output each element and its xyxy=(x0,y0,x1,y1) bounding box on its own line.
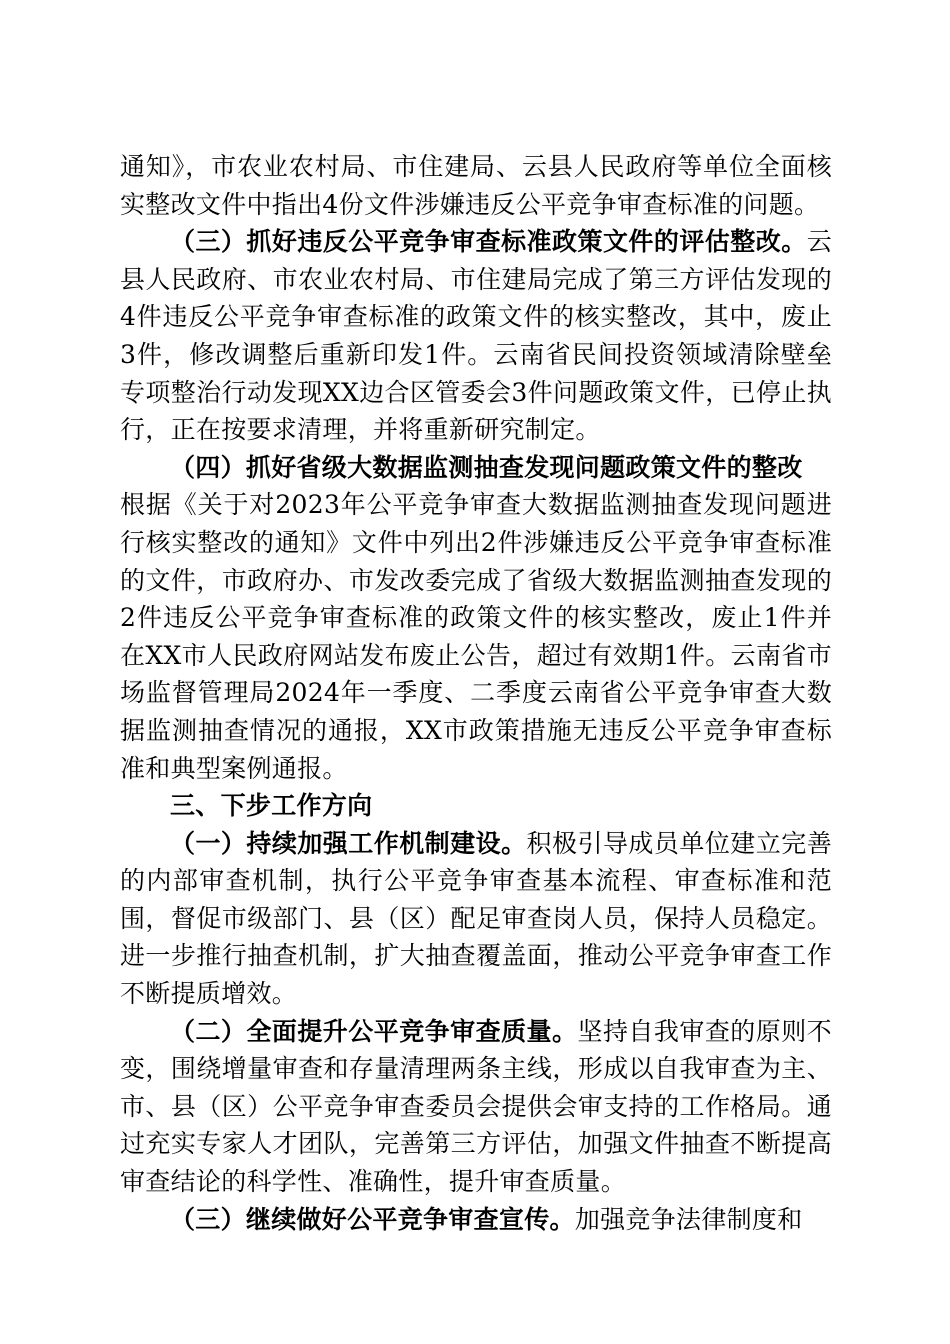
paragraph-lead: （三）继续做好公平竞争审查宣传。 xyxy=(170,1204,575,1234)
paragraph-lead: （四）抓好省级大数据监测抽查发现问题政策文件的整改 xyxy=(170,452,803,482)
paragraph-lead: （三）抓好违反公平竞争审查标准政策文件的评估整改。 xyxy=(170,227,807,257)
paragraph-lead: （二）全面提升公平竞争审查质量。 xyxy=(170,1016,578,1046)
paragraph-text: 云县人民政府、市农业农村局、市住建局完成了第三方评估发现的4件违反公平竞争审查标准的政策文件的核实整改，其中，废止3件，修改调整后重新印发1件。云南省民间投资领域清除壁垒专项整治行动发现XX边合区管委会3件问题政策文件，已停止执行，正在按要求清理，并将重新研究制定。 xyxy=(120,227,832,445)
paragraph-quality xyxy=(120,1013,832,1201)
paragraph-lead: （一）持续加强工作机制建设。 xyxy=(170,828,527,858)
paragraph-publicity xyxy=(120,1201,832,1239)
document-page xyxy=(120,148,832,1238)
paragraph-text: 加强竞争法律制度和 xyxy=(574,1204,803,1234)
section-heading: 三、下步工作方向 xyxy=(170,791,373,821)
paragraph-text: 坚持自我审查的原则不变，围绕增量审查和存量清理两条主线，形成以自我审查为主、市、县（区）公平竞争审查委员会提供会审支持的工作格局。通过充实专家人才团队，完善第三方评估，加强文件抽查不断提高审查结论的科学性、准确性，提升审查质量。 xyxy=(120,1016,832,1197)
paragraph-text: 通知》，市农业农村局、市住建局、云县人民政府等单位全面核实整改文件中指出4份文件涉嫌违反公平竞争审查标准的问题。 xyxy=(120,152,832,219)
paragraph-text: 积极引导成员单位建立完善的内部审查机制，执行公平竞争审查基本流程、审查标准和范围，督促市级部门、县（区）配足审查岗人员，保持人员稳定。进一步推行抽查机制，扩大抽查覆盖面，推动公平竞争审查工作不断提质增效。 xyxy=(120,828,832,1009)
paragraph-mechanism xyxy=(120,825,832,1013)
paragraph-continuation xyxy=(120,148,832,223)
paragraph-bigdata-rectification xyxy=(120,449,832,787)
paragraph-text: 根据《关于对2023年公平竞争审查大数据监测抽查发现问题进行核实整改的通知》文件中列出2件涉嫌违反公平竞争审查标准的文件，市政府办、市发改委完成了省级大数据监测抽查发现的2件违反公平竞争审查标准的政策文件的核实整改，废止1件并在XX市人民政府网站发布废止公告，超过有效期1件。云南省市场监督管理局2024年一季度、二季度云南省公平竞争审查大数据监测抽查情况的通报，XX市政策措施无违反公平竞争审查标准和典型案例通报。 xyxy=(120,490,832,783)
paragraph-assessment-rectification xyxy=(120,223,832,449)
